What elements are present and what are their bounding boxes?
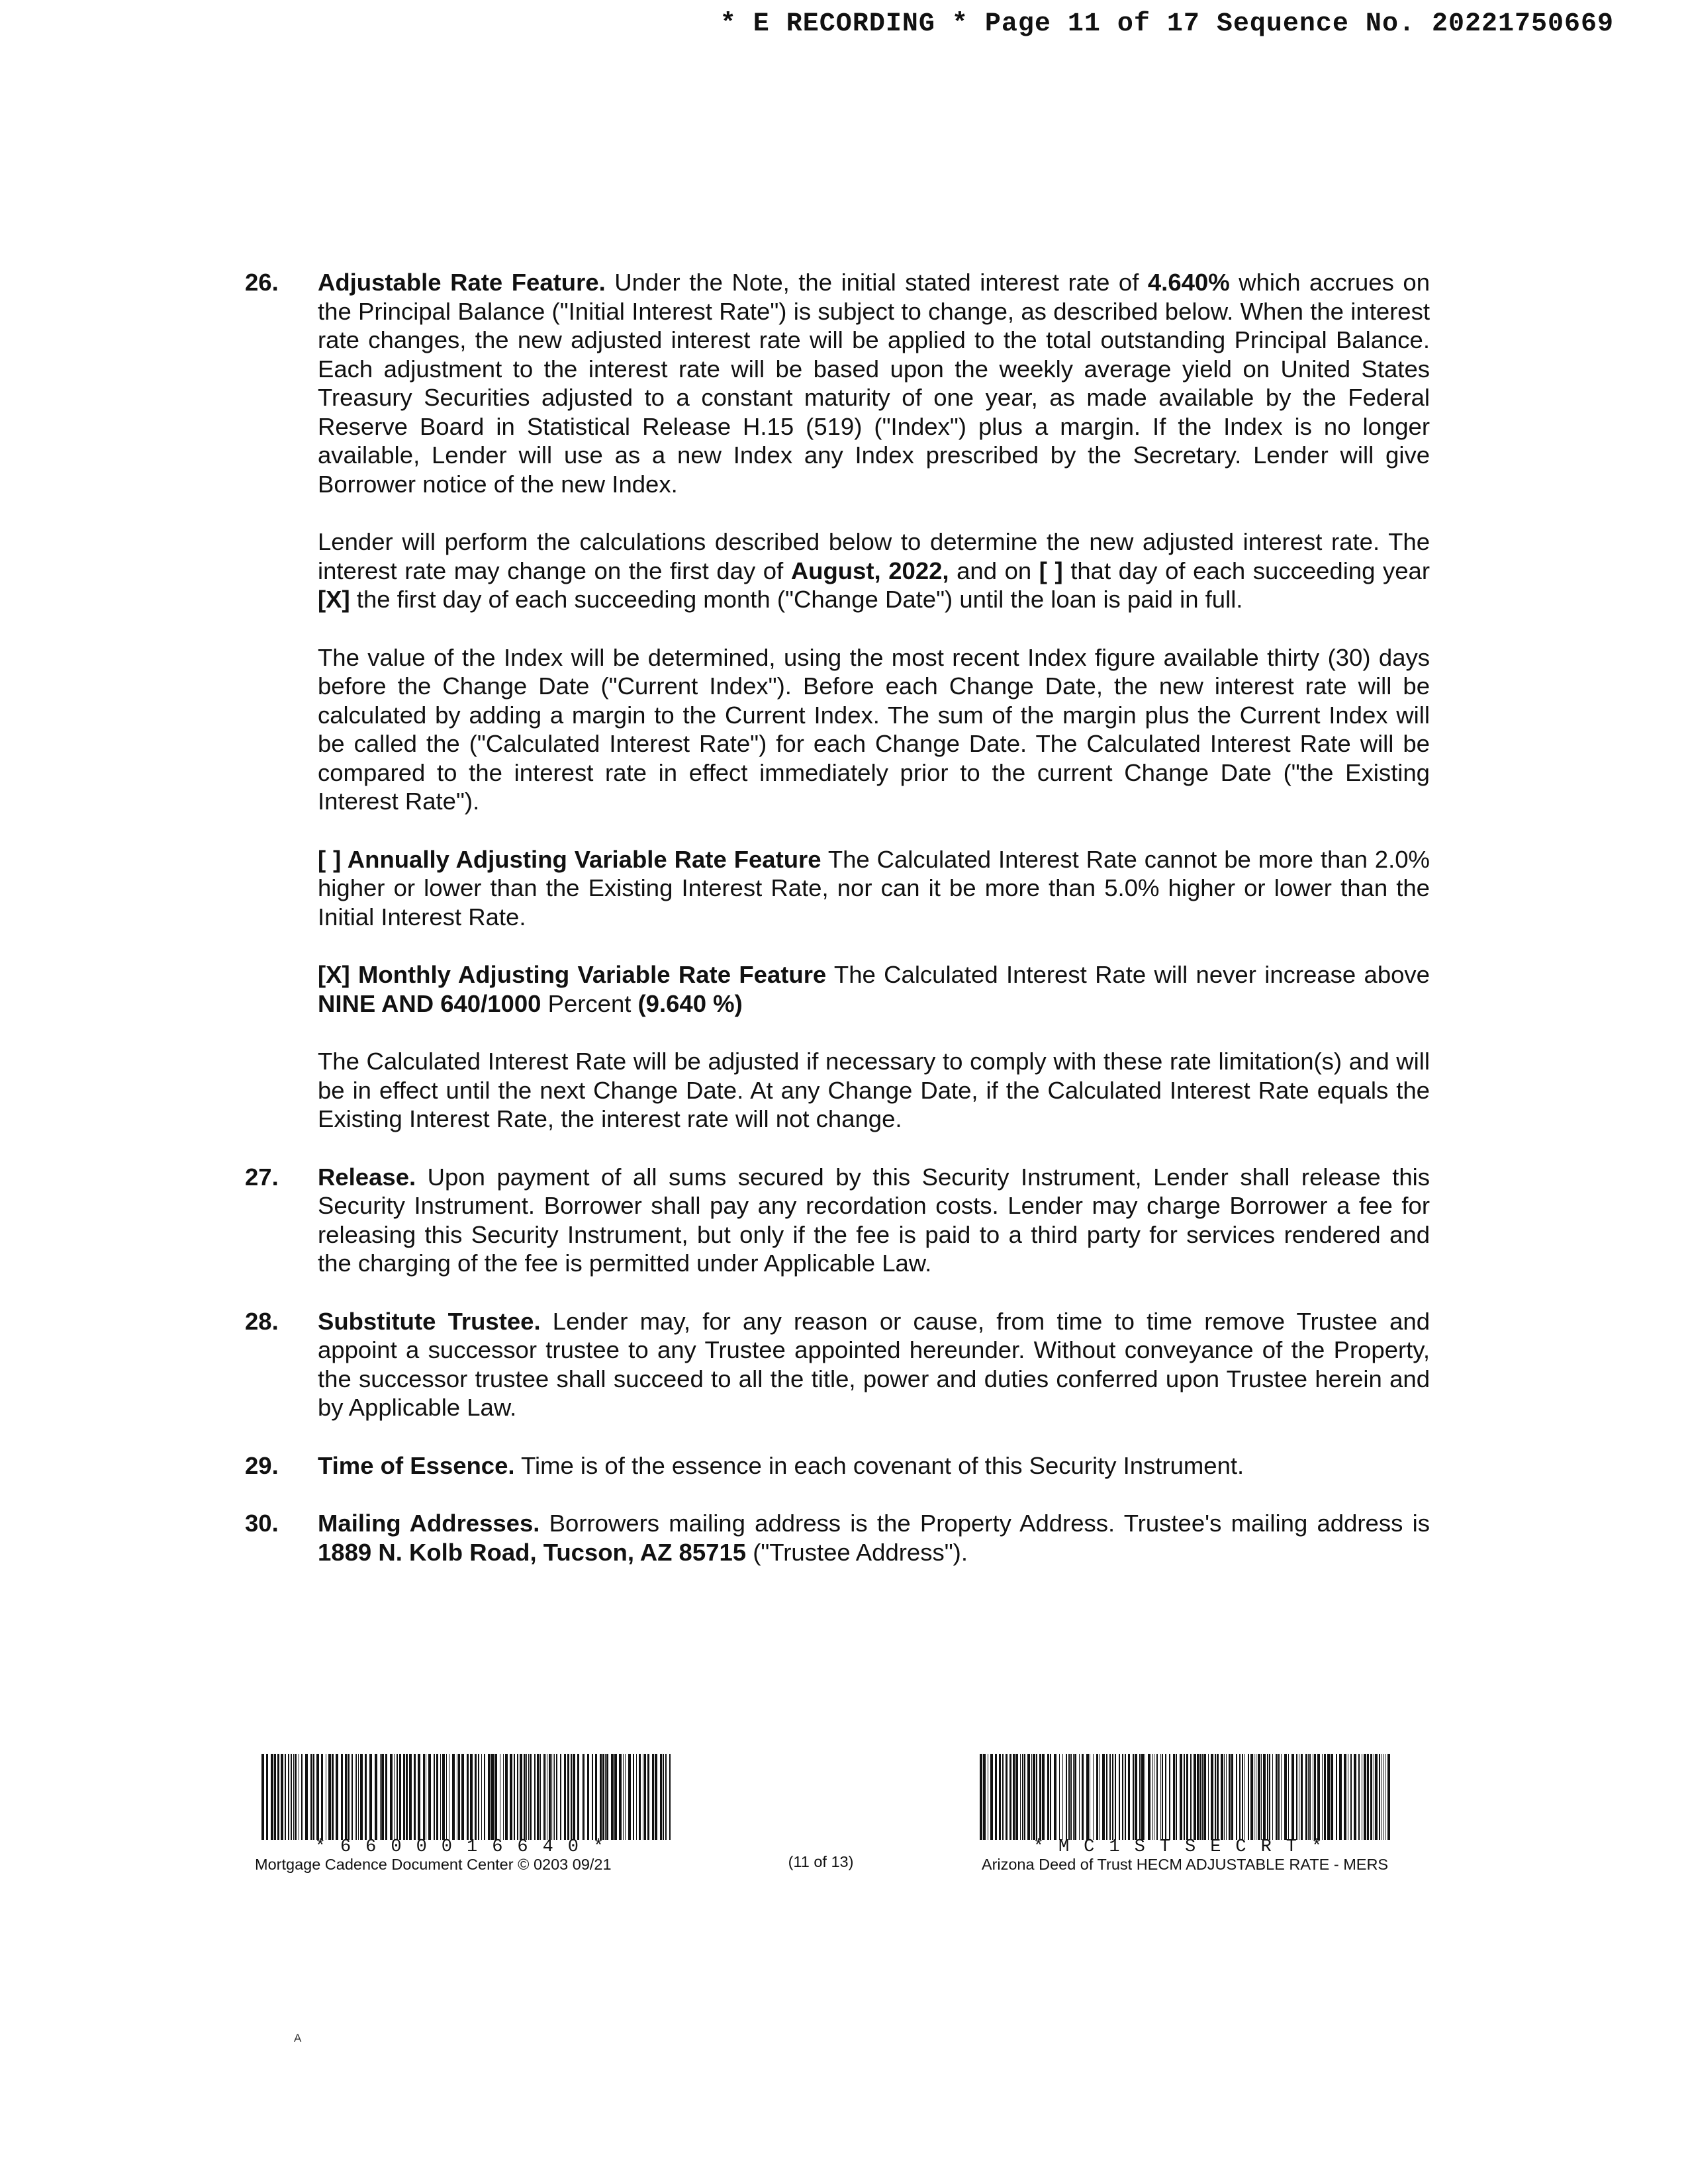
barcode-bar — [1015, 1754, 1018, 1840]
section-number: 26. — [245, 269, 279, 296]
barcode-bar — [1013, 1754, 1015, 1840]
barcode-bar — [291, 1754, 292, 1840]
barcode-bar — [1194, 1754, 1196, 1840]
yearly-checkbox: [ ] — [1039, 557, 1063, 584]
barcode-bar — [1160, 1754, 1161, 1840]
text-run: Lender will perform the calculations described below to determine the new adjusted interest rate. The interest rate may change on the first day of — [318, 528, 1430, 584]
barcode-bar — [537, 1754, 539, 1840]
barcode-bar — [1379, 1754, 1380, 1840]
text-run: Under the Note, the initial stated interest rate of — [605, 269, 1148, 296]
text-run: Upon payment of all sums secured by this Security Instrument, Lender shall release this Security Instrument. Borrower shall pay any recordation costs. Lender may charge Borrower a fee for releasing this Security Instrument, but only if the fee is paid to a third party for services rendered and the charging of the fee is permitted under Applicable Law. — [318, 1163, 1430, 1277]
barcode-bar — [540, 1754, 541, 1840]
barcode-bar — [1152, 1754, 1153, 1840]
barcode-bar — [1367, 1754, 1369, 1840]
barcode-bar — [1042, 1754, 1045, 1840]
barcode-bar — [381, 1754, 384, 1840]
barcode-bar — [1066, 1754, 1067, 1840]
barcode-bar — [1336, 1754, 1337, 1840]
left-footer-caption: Mortgage Cadence Document Center © 0203 09/21 — [255, 1856, 612, 1873]
barcode-bar — [1281, 1754, 1282, 1840]
barcode-bar — [669, 1754, 671, 1840]
barcode-bar — [543, 1754, 545, 1840]
barcode-bar — [1165, 1754, 1166, 1840]
barcode-bar — [1125, 1754, 1126, 1840]
barcode-bar — [1242, 1754, 1243, 1840]
barcode-bar — [665, 1754, 667, 1840]
barcode-bar — [1267, 1754, 1268, 1840]
barcode-bar — [1009, 1754, 1011, 1840]
barcode-bar — [478, 1754, 479, 1840]
section-title: Release. — [318, 1163, 416, 1191]
barcode-bar — [328, 1754, 331, 1840]
barcode-bar — [1217, 1754, 1219, 1840]
barcode-bar — [277, 1754, 279, 1840]
barcode-bar — [1115, 1754, 1116, 1840]
text-run: Time is of the essence in each covenant of this Security Instrument. — [514, 1451, 1244, 1479]
barcode-bar — [1308, 1754, 1309, 1840]
barcode-bar — [1109, 1754, 1111, 1840]
barcode-bar — [1186, 1754, 1188, 1840]
barcode-bar — [1375, 1754, 1378, 1840]
barcode-bar — [1096, 1754, 1098, 1840]
barcode-bar — [1197, 1754, 1199, 1840]
barcode-bar — [452, 1754, 455, 1840]
section-29-paragraph — [318, 1451, 1430, 1480]
barcode-bar — [301, 1754, 303, 1840]
barcode-bar — [517, 1754, 518, 1840]
barcode-bar — [1006, 1754, 1008, 1840]
section-28 — [245, 1307, 1430, 1422]
barcode-bar — [602, 1754, 604, 1840]
barcode-bar — [1119, 1754, 1120, 1840]
barcode-bar — [414, 1754, 416, 1840]
barcode-bar — [1199, 1754, 1201, 1840]
barcode-bar — [503, 1754, 504, 1840]
barcode-bar — [647, 1754, 649, 1840]
barcode-bar — [428, 1754, 431, 1840]
barcode-bar — [1387, 1754, 1390, 1840]
barcode-bar — [595, 1754, 597, 1840]
barcode-bar — [1112, 1754, 1113, 1840]
barcode-bar — [571, 1754, 572, 1840]
barcode-bar — [1354, 1754, 1356, 1840]
barcode-bar — [980, 1754, 982, 1840]
barcode-bar — [534, 1754, 536, 1840]
barcode-bar — [285, 1754, 286, 1840]
barcode-bar — [1036, 1754, 1037, 1840]
right-barcode-text: *MC1STSECRT* — [1033, 1837, 1337, 1857]
trustee-address: 1889 N. Kolb Road, Tucson, AZ 85715 — [318, 1538, 747, 1566]
barcode-bar — [385, 1754, 387, 1840]
barcode-bar — [1208, 1754, 1209, 1840]
right-footer-caption: Arizona Deed of Trust HECM ADJUSTABLE RATE - MERS — [981, 1856, 1389, 1873]
barcode-bar — [1358, 1754, 1360, 1840]
barcode-bar — [467, 1754, 469, 1840]
barcode-bar — [305, 1754, 308, 1840]
barcode-bar — [1059, 1754, 1060, 1840]
barcode-bar — [1024, 1754, 1025, 1840]
barcode-bar — [652, 1754, 654, 1840]
annual-feature-label: [ ] Annually Adjusting Variable Rate Feature — [318, 845, 821, 873]
barcode-bar — [1190, 1754, 1192, 1840]
barcode-bar — [390, 1754, 393, 1840]
barcode-bar — [399, 1754, 401, 1840]
barcode-bar — [1074, 1754, 1076, 1840]
barcode-bar — [434, 1754, 435, 1840]
barcode-bar — [530, 1754, 532, 1840]
barcode-bar — [313, 1754, 314, 1840]
barcode-bar — [564, 1754, 566, 1840]
barcode-bar — [660, 1754, 662, 1840]
barcode-bar — [663, 1754, 664, 1840]
barcode-bar — [1173, 1754, 1175, 1840]
barcode-bar — [556, 1754, 557, 1840]
section-title: Mailing Addresses. — [318, 1510, 540, 1537]
barcode-bar — [345, 1754, 347, 1840]
barcode-bar — [1203, 1754, 1206, 1840]
barcode-bar — [488, 1754, 491, 1840]
section-26-paragraph-4 — [318, 845, 1430, 932]
right-barcode-block — [953, 1754, 1417, 1874]
barcode-bar — [560, 1754, 561, 1840]
barcode-bar — [1231, 1754, 1233, 1840]
barcode-bar — [636, 1754, 637, 1840]
page-count: (11 of 13) — [788, 1853, 854, 1870]
text-run: Borrowers mailing address is the Property Address. Trustee's mailing address is — [539, 1510, 1430, 1537]
barcode-bar — [1050, 1754, 1051, 1840]
barcode-bar — [1309, 1754, 1311, 1840]
barcode-bar — [356, 1754, 357, 1840]
text-run: and on — [949, 557, 1039, 584]
monthly-checkbox: [X] — [318, 586, 350, 613]
barcode-bar — [1244, 1754, 1245, 1840]
barcode-bar — [583, 1754, 585, 1840]
barcode-bar — [510, 1754, 512, 1840]
barcode-bar — [1122, 1754, 1123, 1840]
barcode-bar — [1073, 1754, 1074, 1840]
barcode-bar — [1141, 1754, 1144, 1840]
barcode-bar — [1082, 1754, 1084, 1840]
barcode-bar — [551, 1754, 552, 1840]
text-run: ("Trustee Address"). — [746, 1538, 968, 1566]
barcode-bar — [380, 1754, 381, 1840]
barcode-bar — [514, 1754, 515, 1840]
barcode-bar — [623, 1754, 624, 1840]
barcode-bar — [1226, 1754, 1227, 1840]
barcode-bar — [983, 1754, 986, 1840]
barcode-bar — [990, 1754, 993, 1840]
barcode-bar — [1261, 1754, 1262, 1840]
barcode-bar — [440, 1754, 441, 1840]
barcode-bar — [360, 1754, 363, 1840]
left-barcode-block — [255, 1754, 679, 1874]
section-28-paragraph — [318, 1307, 1430, 1422]
barcode-bar — [526, 1754, 527, 1840]
barcode-bar — [577, 1754, 579, 1840]
barcode-bar — [995, 1754, 997, 1840]
section-27-paragraph — [318, 1163, 1430, 1278]
barcode-bar — [1339, 1754, 1342, 1840]
section-27 — [245, 1163, 1430, 1278]
barcode-bar — [336, 1754, 338, 1840]
barcode-bar — [655, 1754, 657, 1840]
barcode-bar — [1135, 1754, 1137, 1840]
barcode-bar — [375, 1754, 377, 1840]
section-29 — [245, 1451, 1430, 1480]
barcode-bar — [1301, 1754, 1303, 1840]
barcode-bar — [606, 1754, 608, 1840]
barcode-bar — [625, 1754, 626, 1840]
barcode-icon — [261, 1754, 672, 1840]
barcode-bar — [1180, 1754, 1182, 1840]
barcode-bar — [1086, 1754, 1089, 1840]
document-body — [245, 268, 1430, 1596]
barcode-bar — [293, 1754, 294, 1840]
barcode-bar — [1162, 1754, 1163, 1840]
barcode-bar — [545, 1754, 546, 1840]
barcode-bar — [394, 1754, 395, 1840]
barcode-bar — [587, 1754, 589, 1840]
initial-rate: 4.640% — [1147, 269, 1230, 296]
barcode-bar — [1022, 1754, 1023, 1840]
barcode-bar — [321, 1754, 323, 1840]
barcode-bar — [600, 1754, 602, 1840]
barcode-bar — [549, 1754, 551, 1840]
section-title: Adjustable Rate Feature. — [318, 269, 606, 296]
barcode-bar — [1229, 1754, 1231, 1840]
recording-header: * E RECORDING * Page 11 of 17 Sequence No. 20221750669 — [720, 9, 1614, 39]
barcode-bar — [310, 1754, 312, 1840]
barcode-bar — [316, 1754, 319, 1840]
barcode-bar — [582, 1754, 583, 1840]
barcode-bar — [446, 1754, 447, 1840]
text-run: the first day of each succeeding month ("Change Date") until the loan is paid in full. — [350, 586, 1243, 613]
barcode-bar — [1370, 1754, 1372, 1840]
text-run: that day of each succeeding year — [1062, 557, 1430, 584]
barcode-bar — [491, 1754, 494, 1840]
barcode-bar — [633, 1754, 634, 1840]
text-run: which accrues on the Principal Balance ("Initial Interest Rate") is subject to change, as described below. When the interest rate changes, the new adjusted interest rate will be applied to the total outstanding Principal Balance. Each adjustment to the interest rate will be based upon the weekly average yield on United States Treasury Securities adjusted to a constant maturity of one year, as made available by the Federal Reserve Board in Statistical Release H.15 (519) ("Index") plus a margin. If the Index is no longer available, Lender will use as a new Index any Index prescribed by the Secretary. Lender will give Borrower notice of the new Index. — [318, 269, 1430, 498]
section-26-paragraph-1 — [318, 268, 1430, 498]
barcode-bar — [528, 1754, 529, 1840]
barcode-bar — [1276, 1754, 1278, 1840]
barcode-bar — [1296, 1754, 1297, 1840]
barcode-bar — [1139, 1754, 1141, 1840]
section-title: Substitute Trustee. — [318, 1307, 541, 1335]
barcode-bar — [341, 1754, 343, 1840]
section-number: 27. — [245, 1163, 279, 1191]
barcode-bar — [614, 1754, 617, 1840]
monthly-feature-label: [X] Monthly Adjusting Variable Rate Feature — [318, 961, 827, 988]
section-30-paragraph — [318, 1509, 1430, 1567]
barcode-icon — [980, 1754, 1390, 1840]
barcode-bar — [1211, 1754, 1213, 1840]
section-number: 29. — [245, 1451, 279, 1479]
barcode-bar — [1148, 1754, 1150, 1840]
barcode-bar — [1272, 1754, 1273, 1840]
barcode-bar — [1364, 1754, 1366, 1840]
barcode-bar — [1128, 1754, 1130, 1840]
barcode-bar — [1250, 1754, 1253, 1840]
barcode-bar — [1020, 1754, 1021, 1840]
barcode-bar — [423, 1754, 425, 1840]
barcode-bar — [1054, 1754, 1056, 1840]
barcode-bar — [470, 1754, 473, 1840]
rate-cap-words: NINE AND 640/1000 — [318, 989, 541, 1017]
barcode-bar — [365, 1754, 367, 1840]
barcode-bar — [1031, 1754, 1032, 1840]
barcode-bar — [505, 1754, 508, 1840]
barcode-bar — [1269, 1754, 1270, 1840]
barcode-bar — [369, 1754, 372, 1840]
barcode-bar — [573, 1754, 575, 1840]
barcode-bar — [352, 1754, 353, 1840]
barcode-bar — [611, 1754, 614, 1840]
barcode-bar — [1248, 1754, 1249, 1840]
barcode-bar — [1284, 1754, 1287, 1840]
barcode-bar — [348, 1754, 350, 1840]
barcode-bar — [458, 1754, 460, 1840]
barcode-bar — [1070, 1754, 1072, 1840]
section-number: 30. — [245, 1510, 279, 1537]
barcode-bar — [524, 1754, 526, 1840]
barcode-bar — [418, 1754, 420, 1840]
barcode-bar — [1093, 1754, 1094, 1840]
barcode-bar — [1133, 1754, 1134, 1840]
barcode-bar — [1221, 1754, 1223, 1840]
barcode-bar — [639, 1754, 641, 1840]
barcode-bar — [554, 1754, 555, 1840]
barcode-bar — [332, 1754, 334, 1840]
barcode-bar — [1327, 1754, 1330, 1840]
barcode-bar — [1079, 1754, 1080, 1840]
barcode-bar — [1169, 1754, 1170, 1840]
barcode-bar — [1324, 1754, 1326, 1840]
first-change-date: August, 2022, — [790, 557, 949, 584]
text-run: Percent — [541, 989, 638, 1017]
barcode-bar — [619, 1754, 622, 1840]
barcode-bar — [261, 1754, 264, 1840]
rate-cap-percent: (9.640 %) — [637, 989, 743, 1017]
barcode-bar — [1033, 1754, 1035, 1840]
section-26-paragraph-2 — [318, 527, 1430, 614]
barcode-bar — [436, 1754, 438, 1840]
barcode-bar — [1263, 1754, 1266, 1840]
barcode-bar — [628, 1754, 631, 1840]
barcode-bar — [295, 1754, 297, 1840]
barcode-bar — [1027, 1754, 1030, 1840]
barcode-bar — [1106, 1754, 1107, 1840]
section-26 — [245, 268, 1430, 1134]
barcode-bar — [592, 1754, 593, 1840]
barcode-bar — [409, 1754, 412, 1840]
barcode-bar — [1202, 1754, 1203, 1840]
barcode-bar — [1068, 1754, 1070, 1840]
section-30 — [245, 1509, 1430, 1567]
barcode-bar — [461, 1754, 464, 1840]
barcode-bar — [567, 1754, 569, 1840]
text-run: The Calculated Interest Rate cannot be more than 2.0% higher or lower than the Existing Interest Rate, nor can it be more than 5.0% higher or lower than the Initial Interest Rate. — [318, 845, 1430, 931]
section-number: 28. — [245, 1307, 279, 1335]
barcode-bar — [288, 1754, 289, 1840]
section-26-paragraph-3: The value of the Index will be determined, using the most recent Index figure available thirty (30) days before the Change Date ("Current Index"). Before each Change Date, the new interest rate will be calculated by adding a margin to the Current Index. The sum of the margin plus the Current Index will be called the ("Calculated Interest Rate") for each Change Date. The Calculated Interest Rate will be compared to the interest rate in effect immediately prior to the current Change Date ("the Existing Interest Rate"). — [318, 643, 1430, 815]
barcode-bar — [1184, 1754, 1185, 1840]
barcode-bar — [605, 1754, 606, 1840]
section-title: Time of Essence. — [318, 1451, 515, 1479]
barcode-bar — [1039, 1754, 1041, 1840]
left-barcode-text: *6600016640* — [314, 1837, 619, 1857]
text-run: Lender may, for any reason or cause, from time to time remove Trustee and appoint a successor trustee to any Trustee appointed hereunder. Without conveyance of the Property, the successor trustee shall succeed to all the title, power and duties conferred upon Trustee herein and by Applicable Law. — [318, 1307, 1430, 1421]
barcode-bar — [644, 1754, 646, 1840]
barcode-bar — [274, 1754, 276, 1840]
text-run: The Calculated Interest Rate will never increase above — [826, 961, 1430, 988]
barcode-bar — [271, 1754, 273, 1840]
barcode-bar — [1236, 1754, 1237, 1840]
barcode-bar — [1350, 1754, 1352, 1840]
corner-mark: A — [294, 2032, 302, 2044]
barcode-bar — [1322, 1754, 1323, 1840]
barcode-bar — [1239, 1754, 1241, 1840]
barcode-bar — [266, 1754, 268, 1840]
barcode-bar — [520, 1754, 522, 1840]
barcode-bar — [1156, 1754, 1158, 1840]
barcode-bar — [1344, 1754, 1346, 1840]
barcode-bar — [1314, 1754, 1316, 1840]
barcode-bar — [1047, 1754, 1049, 1840]
barcode-bar — [1331, 1754, 1333, 1840]
barcode-bar — [403, 1754, 405, 1840]
section-26-paragraph-5 — [318, 960, 1430, 1018]
barcode-bar — [475, 1754, 477, 1840]
barcode-bar — [481, 1754, 482, 1840]
barcode-bar — [358, 1754, 359, 1840]
barcode-bar — [1176, 1754, 1177, 1840]
barcode-bar — [406, 1754, 408, 1840]
barcode-bar — [281, 1754, 283, 1840]
barcode-bar — [1291, 1754, 1294, 1840]
barcode-bar — [1288, 1754, 1289, 1840]
document-footer — [0, 1754, 1688, 1886]
barcode-bar — [1305, 1754, 1307, 1840]
barcode-bar — [1062, 1754, 1063, 1840]
barcode-bar — [999, 1754, 1001, 1840]
barcode-bar — [397, 1754, 398, 1840]
section-26-paragraph-6: The Calculated Interest Rate will be adjusted if necessary to comply with these rate limitation(s) and will be in effect until the next Change Date. At any Change Date, if the Calculated Interest Rate equals the Existing Interest Rate, the interest rate will not change. — [318, 1048, 1430, 1132]
barcode-bar — [1224, 1754, 1225, 1840]
barcode-bar — [1102, 1754, 1105, 1840]
barcode-bar — [1278, 1754, 1280, 1840]
barcode-bar — [1215, 1754, 1216, 1840]
barcode-bar — [1099, 1754, 1100, 1840]
barcode-bar — [442, 1754, 445, 1840]
barcode-bar — [484, 1754, 485, 1840]
barcode-bar — [1258, 1754, 1260, 1840]
barcode-bar — [1002, 1754, 1004, 1840]
barcode-bar — [1317, 1754, 1320, 1840]
barcode-bar — [494, 1754, 497, 1840]
